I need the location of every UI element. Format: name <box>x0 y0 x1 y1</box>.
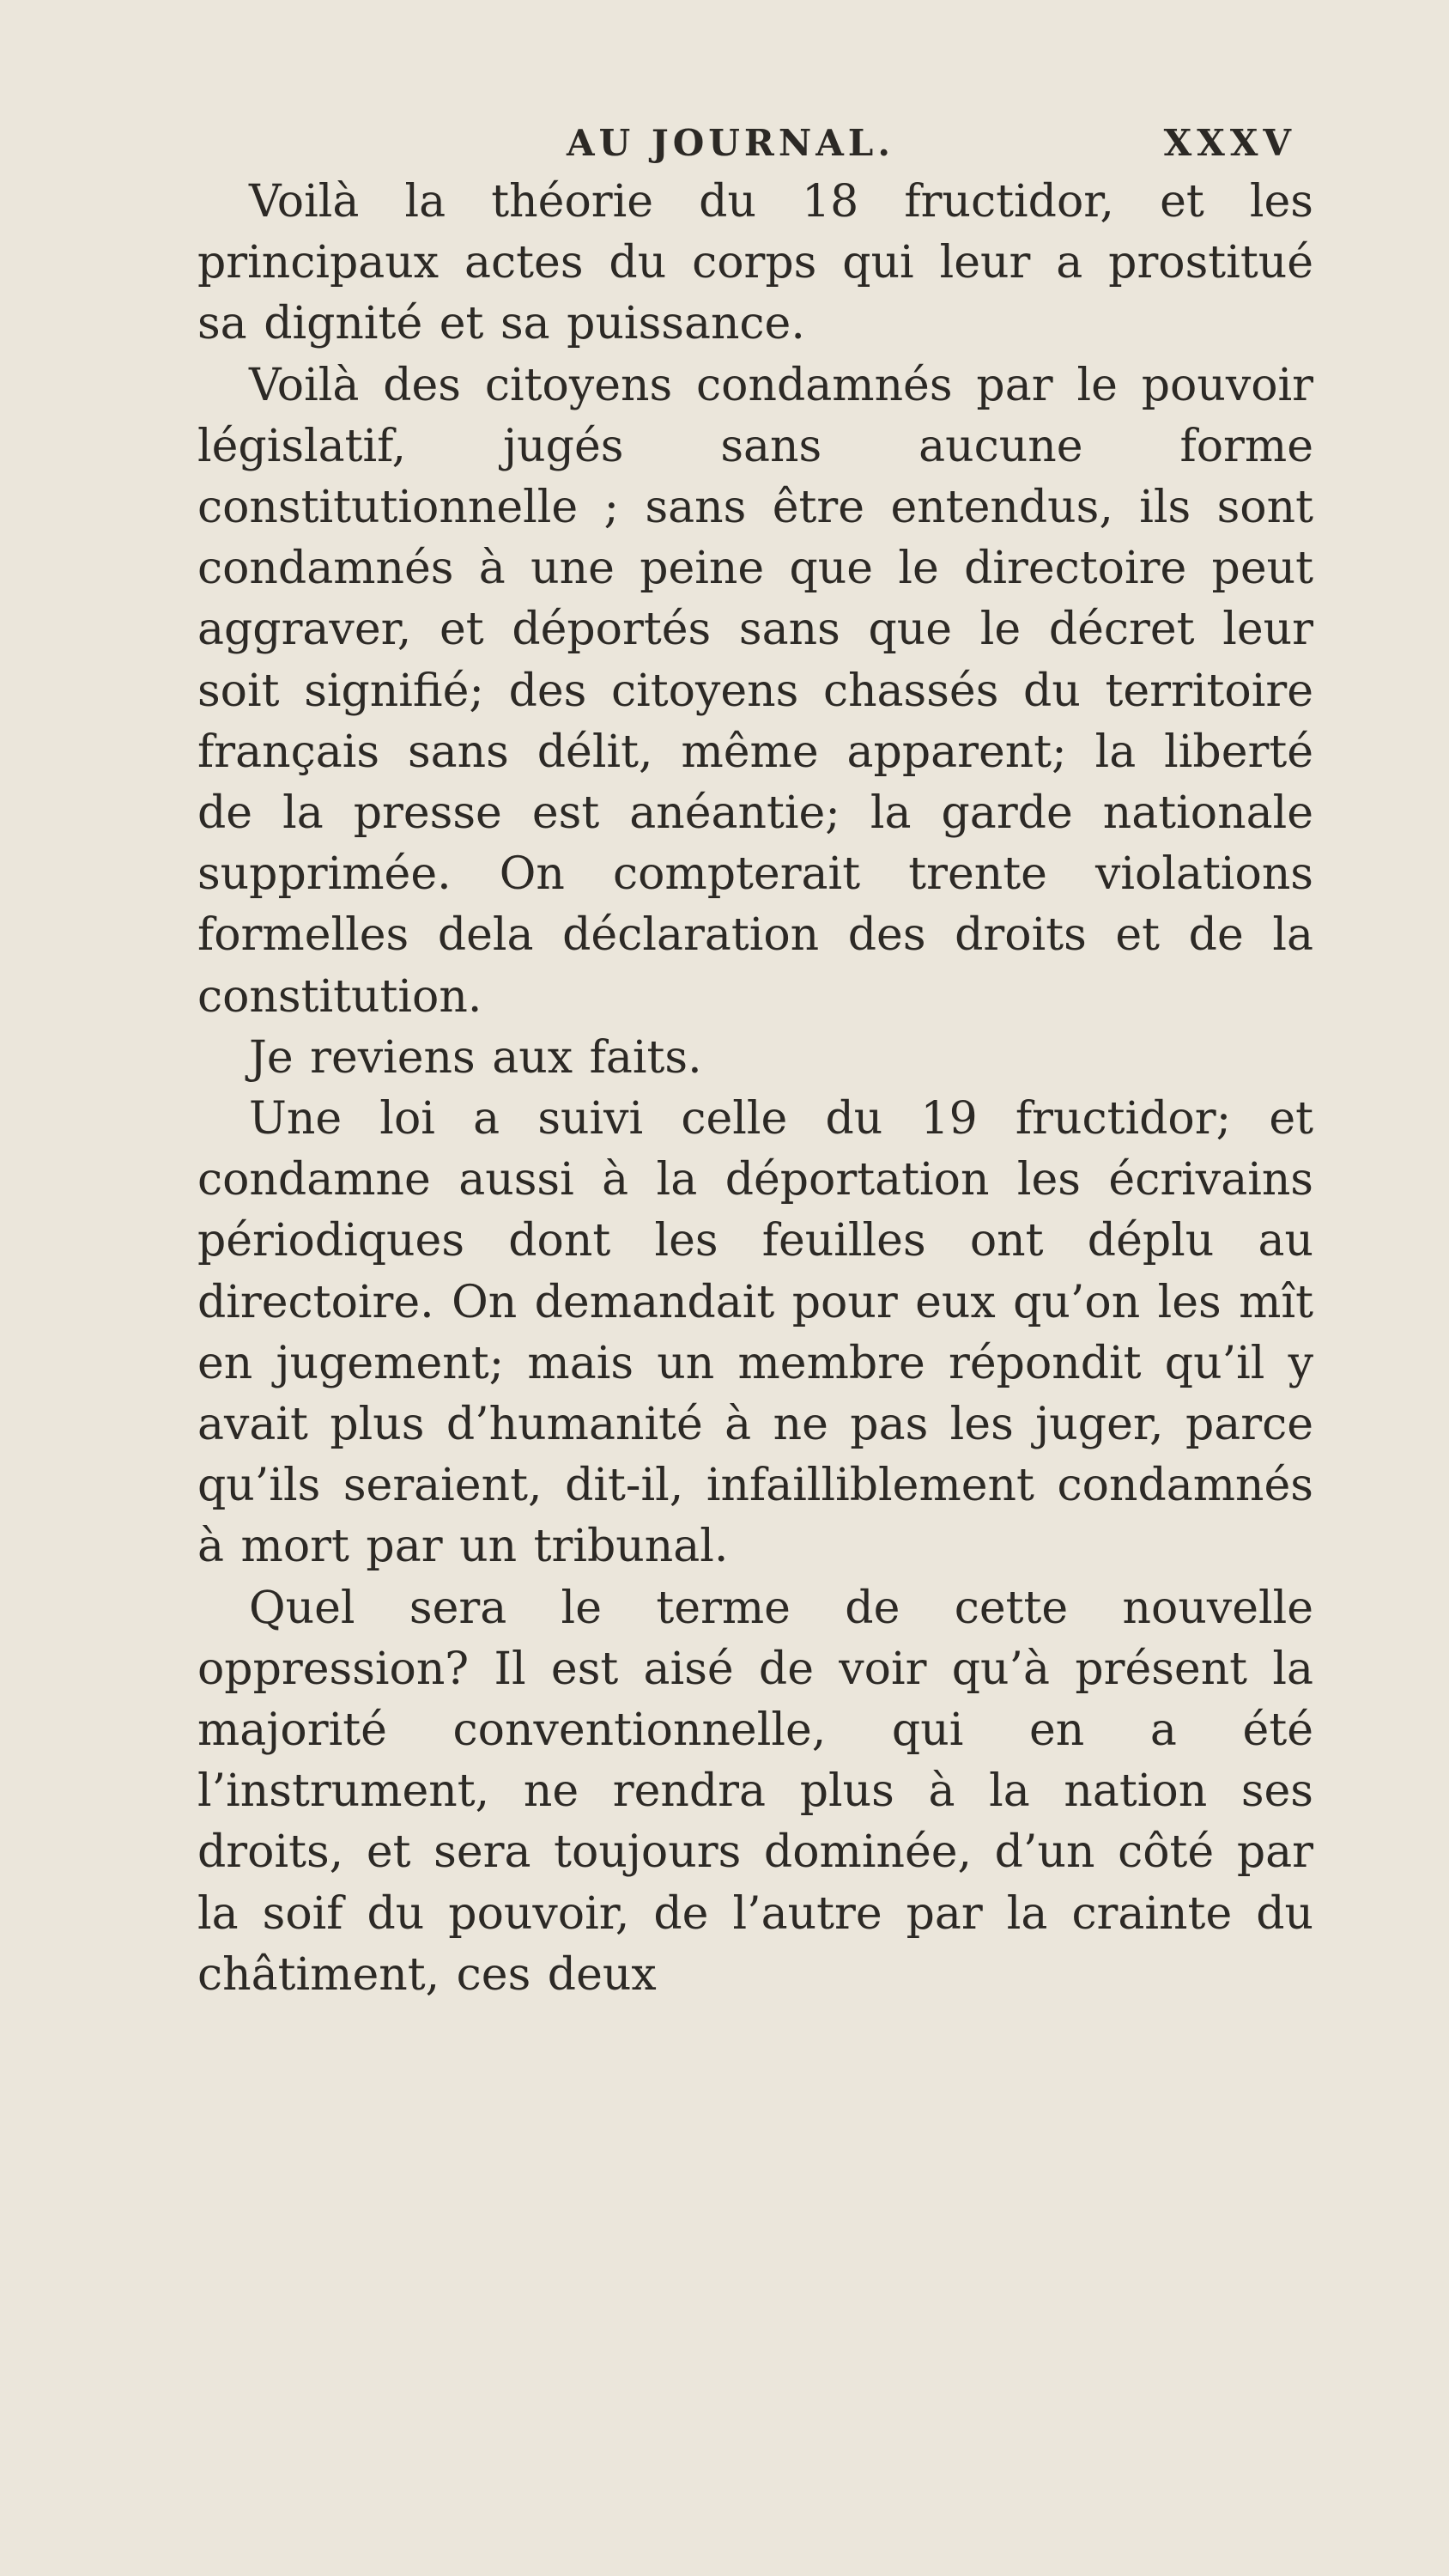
paragraph-3: Je reviens aux faits. <box>249 1031 702 1084</box>
paragraph-1: Voilà la théorie du 18 fructidor, et les principaux actes du corps qui leur a prostitué sa dignité et sa puissance. <box>197 176 1313 350</box>
page-number: XXXV <box>1163 122 1296 164</box>
body-text <box>197 172 1313 2006</box>
paragraph-2: Voilà des citoyens condamnés par le pouvoir législatif, jugés sans aucune forme constitutionnelle ; sans être entendus, ils sont condamnés à une peine que le directoire peut aggraver, et déportés sans que le décret leur soit signifié; des citoyens chassés du territoire français sans délit, même apparent; la liberté de la presse est anéantie; la garde nationale supprimée. On compterait trente violations formelles dela déclaration des droits et de la constitution. <box>197 359 1313 1023</box>
paragraph-5: Quel sera le terme de cette nouvelle oppression? Il est aisé de voir qu’à présent la majorité conventionnelle, qui en a été l’instrument, ne rendra plus à la nation ses droits, et sera toujours dominée, d’un côté par la soif du pouvoir, de l’autre par la crainte du châtiment, ces deux <box>197 1582 1313 2001</box>
running-head: AU JOURNAL. <box>567 122 894 164</box>
page-header <box>197 122 1313 173</box>
paragraph-4: Une loi a suivi celle du 19 fructidor; et condamne aussi à la déportation les écrivains périodiques dont les feuilles ont déplu au directoire. On demandait pour eux qu’on les mît en jugement; mais un membre répondit qu’il y avait plus d’humanité à ne pas les juger, parce qu’ils seraient, dit-il, infailliblement condamnés à mort par un tribunal. <box>197 1093 1313 1573</box>
